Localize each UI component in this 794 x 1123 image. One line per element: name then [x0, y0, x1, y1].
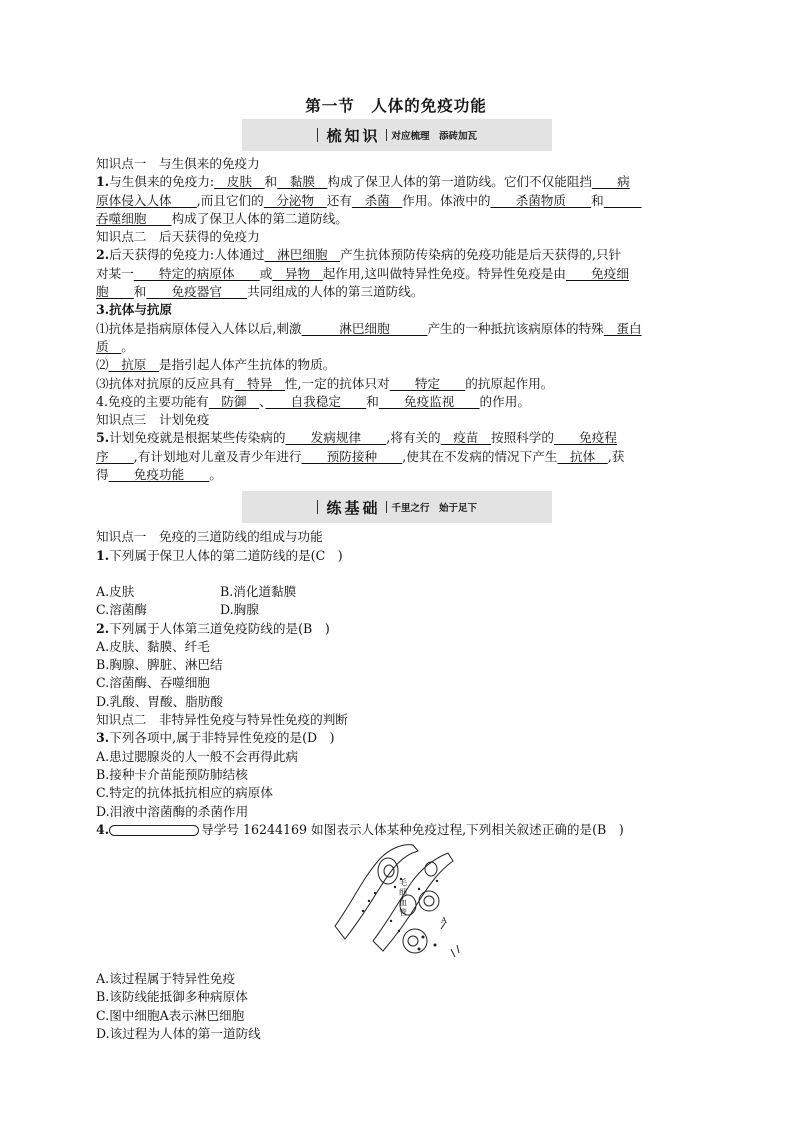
section-banner-practice	[242, 491, 552, 523]
option-d: D.泪液中溶菌酶的杀菌作用	[96, 803, 249, 819]
answer-blank: 黏膜	[277, 174, 328, 190]
section-banner-review	[242, 119, 552, 151]
answer-blank: 病	[591, 174, 630, 190]
option-a: A.该过程属于特异性免疫	[96, 971, 236, 987]
knowledge-heading: 知识点一 与生俱来的免疫力	[96, 156, 260, 171]
answer-blank	[604, 193, 642, 208]
answer-blank: 特定	[389, 375, 466, 391]
answer-blank: 吞噬细胞	[96, 210, 172, 226]
banner-title: 梳知识	[326, 126, 381, 145]
options-row	[96, 601, 696, 619]
question-1: 1.下列属于保卫人体的第二道防线的是(C )	[96, 547, 343, 563]
answer-blank: 免疫监视	[378, 393, 480, 409]
text-line: 2.后天获得的免疫力:人体通过 淋巴细胞 产生抗体预防传染病的免疫功能是后天获得的,只针	[96, 247, 622, 263]
answer-blank: 免疫细	[565, 265, 629, 281]
answer-blank: 原体侵入人体	[96, 192, 197, 208]
option-d: D.胸腺	[220, 602, 259, 618]
knowledge-heading: 3.抗体与抗原	[96, 302, 173, 318]
text-line: 1.与生俱来的免疫力: 皮肤 和 黏膜 构成了保卫人体的第一道防线。它们不仅能阻挡 病	[96, 174, 630, 190]
knowledge-heading: 知识点二 非特异性免疫与特异性免疫的判断	[96, 712, 348, 728]
text-line: 原体侵入人体 ,而且它们的 分泌物 还有 杀菌 作用。体液中的 杀菌物质 和	[96, 192, 696, 210]
option-c: C.特定的抗体抵抗相应的病原体	[96, 785, 273, 801]
immune-process-figure	[333, 841, 468, 961]
option-b: B.胸腺、脾脏、淋巴结	[96, 657, 223, 673]
text-line: 序 ,有计划地对儿童及青少年进行 预防接种 ,使其在不发病的情况下产生 抗体 ,获	[96, 448, 625, 464]
answer-blank: 异物	[272, 265, 323, 281]
text-line: ⑵ 抗原 是指引起人体产生抗体的物质。	[96, 357, 336, 373]
text-line: 质 。	[96, 338, 134, 354]
answer-blank: 抗原	[108, 357, 159, 373]
answer-blank: 特异	[234, 375, 285, 391]
banner-subtitle: 千里之行 始于足下	[391, 503, 478, 515]
answer-blank: 疫苗	[440, 430, 491, 446]
option-a: A.皮肤	[96, 583, 135, 599]
answer-blank: 序	[96, 448, 134, 464]
option-c: C.溶菌酶、吞噬细胞	[96, 675, 210, 691]
answer-blank: 蛋白	[603, 320, 642, 336]
text-line: 对某一 特定的病原体 或 异物 起作用,这叫做特异性免疫。特异性免疫是由 免疫细	[96, 265, 629, 281]
answer-blank: 淋巴细胞	[264, 247, 341, 263]
text-line: 胞 和 免疫器官 共同组成的人体的第三道防线。	[96, 284, 424, 300]
question-3: 3.下列各项中,属于非特异性免疫的是(D )	[96, 730, 335, 746]
answer-blank: 质	[96, 338, 122, 354]
text-line: ⑴抗体是指病原体侵入人体以后,刺激 淋巴细胞 产生的一种抵抗该病原体的特殊 蛋白	[96, 320, 642, 336]
oval-badge-icon	[109, 825, 199, 836]
banner-subtitle: 对应梳理 添砖加瓦	[391, 131, 478, 142]
text-line: 5.计划免疫就是根据某些传染病的 发病规律 ,将有关的 疫苗 按照科学的 免疫程	[96, 430, 617, 446]
answer-blank: 免疫功能	[108, 467, 210, 483]
question-4: 4. 导学号 16244169 如图表示人体某种免疫过程,下列相关叙述正确的是(B )	[96, 821, 624, 837]
question-2: 2.下列属于人体第三道免疫防线的是(B )	[96, 620, 330, 636]
answer-blank: 防御	[208, 393, 260, 409]
banner-bar-icon	[317, 128, 319, 142]
answer-blank: 预防接种	[301, 448, 403, 464]
answer-blank: 杀菌	[351, 192, 403, 208]
figure-label: 毛	[399, 878, 407, 888]
answer-blank: 发病规律	[285, 430, 387, 446]
answer-blank: 皮肤	[214, 174, 265, 190]
answer-blank: 淋巴细胞	[301, 320, 428, 336]
answer-blank: 抗体	[557, 448, 608, 464]
text-line: 得 免疫功能 。	[96, 467, 222, 483]
option-b: B.接种卡介苗能预防肺结核	[96, 766, 248, 782]
option-c: C.溶菌酶	[96, 602, 147, 618]
worksheet-page	[96, 96, 696, 1043]
option-d: D.该过程为人体的第一道防线	[96, 1025, 261, 1041]
banner-separator	[386, 501, 387, 513]
text-line: 4.免疫的主要功能有 防御 、 自我稳定 和 免疫监视 的作用。	[96, 393, 530, 409]
answer-blank: 杀菌物质	[490, 192, 592, 208]
figure-label: 血	[399, 898, 407, 908]
option-c: C.图中细胞A表示淋巴细胞	[96, 1007, 245, 1023]
text-line: ⑶抗体对抗原的反应具有 特异 性,一定的抗体只对 特定 的抗原起作用。	[96, 375, 554, 391]
option-b: B.消化道黏膜	[220, 583, 297, 599]
knowledge-heading: 知识点三 计划免疫	[96, 412, 210, 428]
answer-blank: 胞	[96, 284, 134, 300]
banner-separator	[386, 129, 387, 141]
figure-label: 管	[399, 908, 407, 918]
answer-blank: 免疫器官	[146, 284, 248, 300]
option-a: A.患过腮腺炎的人一般不会再得此病	[96, 748, 299, 764]
answer-blank: 免疫程	[553, 430, 617, 446]
option-a: A.皮肤、黏膜、纤毛	[96, 638, 210, 654]
knowledge-heading: 知识点一 免疫的三道防线的组成与功能	[96, 529, 323, 545]
answer-blank: 特定的病原体	[133, 265, 260, 281]
options-row	[96, 583, 696, 601]
banner-title: 练基础	[326, 498, 381, 517]
answer-blank: 自我稳定	[265, 393, 367, 409]
page-title: 第一节 人体的免疫功能	[305, 96, 487, 115]
figure-label: 细	[399, 888, 407, 898]
knowledge-heading: 知识点二 后天获得的免疫力	[96, 229, 260, 245]
figure-label: A	[441, 916, 447, 926]
banner-bar-icon	[317, 500, 319, 514]
option-b: B.该防线能抵御多种病原体	[96, 989, 248, 1005]
text-line: 吞噬细胞 构成了保卫人体的第二道防线。	[96, 210, 348, 226]
option-d: D.乳酸、胃酸、脂肪酸	[96, 693, 223, 709]
answer-blank: 分泌物	[263, 192, 327, 208]
